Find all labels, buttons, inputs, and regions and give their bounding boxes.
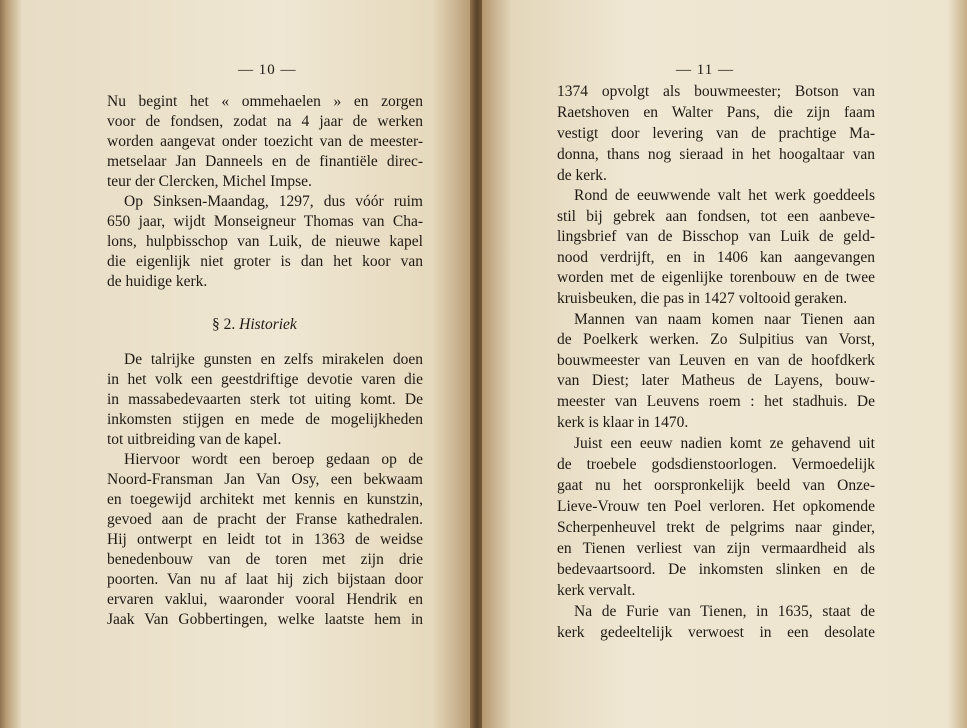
page-number-right: — 11 — [676, 62, 734, 78]
text-line: Nu begint het « ommehaelen » en zorgen [107, 93, 423, 110]
page-number-left: — 10 — [238, 62, 297, 78]
text-line: tot uitbreiding van de kapel. [107, 431, 282, 448]
text-line: 650 jaar, wijdt Monseigneur Thomas van Cha- [107, 213, 423, 230]
text-line: kerk vervalt. [557, 582, 636, 599]
right-page [482, 0, 967, 728]
text-line: worden aangevat onder toezicht van de meester- [107, 133, 423, 150]
text-line: bedevaartsoord. De inkomsten slinken en de [557, 561, 875, 578]
text-line: die eigenlijk niet groter is dan het koor van [107, 253, 423, 270]
section-heading [212, 315, 297, 335]
text-line: van Diest; later Matheus de Layens, bouw- [557, 372, 875, 389]
text-line: De talrijke gunsten en zelfs mirakelen doen [124, 351, 423, 368]
text-line: voor de fondsen, zodat na 4 jaar de werken [107, 113, 423, 130]
text-line: in het volk een geestdriftige devotie varen die [107, 371, 423, 388]
text-line: ervaren vaklui, waaronder vooral Hendrik en [107, 591, 423, 608]
text-line: Raetshoven en Walter Pans, die zijn faam [557, 104, 875, 121]
text-line: de huidige kerk. [107, 273, 208, 290]
text-line: nood verdrijft, en in 1406 kan aangevangen [557, 249, 875, 266]
text-line: meester van Leuvens roem : het stadhuis. De [557, 393, 875, 410]
text-line: benedenbouw van de toren met zijn drie [107, 551, 423, 568]
text-line: in massabedevaarten sterk tot uiting komt. De [107, 391, 423, 408]
text-line: lons, hulpbisschop van Luik, de nieuwe kapel [107, 233, 423, 250]
text-line: de kerk. [557, 167, 607, 184]
text-line: lingsbrief van de Bisschop van Luik de geld- [557, 228, 875, 245]
text-line: Jaak Van Gobbertingen, welke laatste hem in [107, 611, 423, 628]
text-line: kerk is klaar in 1470. [557, 414, 689, 431]
text-line: gaat nu het oorspronkelijk beeld van Onze- [557, 477, 875, 494]
text-line: Op Sinksen-Maandag, 1297, dus vóór ruim [124, 193, 423, 210]
text-line: Lieve-Vrouw ten Poel verloren. Het opkomende [557, 498, 875, 515]
text-line: gevoed aan de pracht der Franse kathedralen. [107, 511, 423, 528]
section-number: § 2. [212, 316, 236, 333]
text-line: en Tienen verliest van zijn vermaardheid als [557, 540, 875, 557]
left-page [0, 0, 470, 728]
text-line: de Poelkerk werken. Zo Sulpitius van Vorst, [557, 331, 875, 348]
text-line: Rond de eeuwwende valt het werk goeddeels [574, 187, 875, 204]
text-line: kerk gedeeltelijk verwoest in een desolate [557, 624, 875, 641]
text-line: 1374 opvolgt als bouwmeester; Botson van [557, 83, 875, 100]
text-line: worden met de eigenlijke torenbouw en de twee [557, 269, 875, 286]
text-line: Mannen van naam komen naar Tienen aan [574, 311, 875, 328]
text-line: Hiervoor wordt een beroep gedaan op de [124, 451, 423, 468]
text-line: teur der Clercken, Michel Impse. [107, 173, 312, 190]
text-line: Scherpenheuvel trekt de pelgrims naar ginder, [557, 519, 875, 536]
text-line: donna, thans nog sieraad in het hoogaltaar van [557, 146, 875, 163]
text-line: Na de Furie van Tienen, in 1635, staat de [574, 603, 875, 620]
section-title: Historiek [239, 316, 297, 333]
text-line: bouwmeester van Leuven en van de hoofdkerk [557, 352, 875, 369]
text-line: de troebele godsdienstoorlogen. Vermoedelijk [557, 456, 875, 473]
text-line: kruisbeuken, die pas in 1427 voltooid geraken. [557, 290, 848, 307]
text-line: Noord-Fransman Jan Van Osy, een bekwaam [107, 471, 423, 488]
text-line: en toegewijd architekt met kennis en kunstzin, [107, 491, 423, 508]
text-line: metselaar Jan Danneels en de finantiële direc- [107, 153, 423, 170]
text-line: stil bij gebrek aan fondsen, tot een aanbeve- [557, 208, 875, 225]
text-line: inkomsten stijgen en mede de mogelijkheden [107, 411, 423, 428]
text-line: Juist een eeuw nadien komt ze gehavend uit [574, 435, 875, 452]
text-line: poorten. Van nu af laat hij zich bijstaan door [107, 571, 423, 588]
text-line: vestigt door levering van de prachtige Ma- [557, 125, 875, 142]
text-line: Hij ontwerpt en leidt tot in 1363 de weidse [107, 531, 423, 548]
